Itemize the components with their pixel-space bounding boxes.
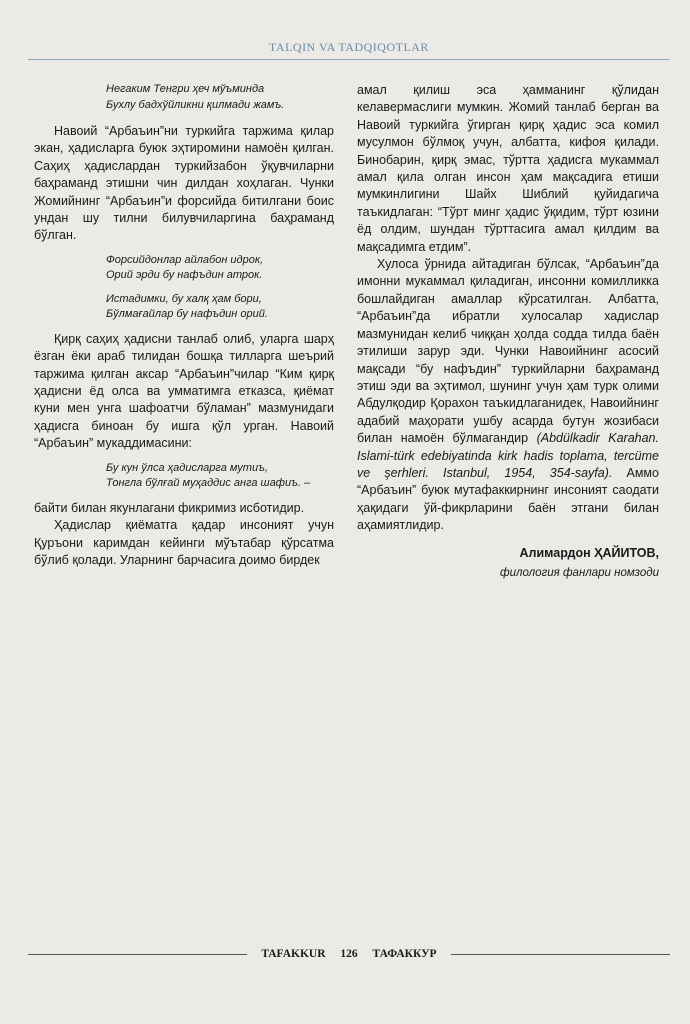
author-degree: филология фанлари номзоди <box>500 566 659 579</box>
verse-line: Бухлу бадхўйликни қилмади жамъ. <box>106 98 285 111</box>
verse-line: Бўлмағайлар бу нафъдин орий. <box>106 308 268 321</box>
running-footer <box>28 944 670 964</box>
verse-1 <box>106 82 334 113</box>
left-column <box>34 82 334 569</box>
citation: (Abdülkadir Karahan. Islami-türk edebiyatinda kirk hadis toplama, tercüme ve şerhleri. Istanbul, 1954, 354-sayfa). <box>357 431 659 480</box>
paragraph <box>357 256 659 535</box>
footer-rule-left <box>28 954 247 955</box>
journal-name-latin: TAFAKKUR <box>261 948 326 960</box>
paragraph-text: Аммо “Арбаъин” буюк мутафаккирнинг инсоният саодати ҳақидаги ўй-фикрларини баён этгани билан аҳамиятлидир. <box>357 465 659 533</box>
page-number: 126 <box>340 948 358 960</box>
verse-line: Форсийдонлар айлабон идрок, <box>106 253 264 266</box>
paragraph: Қирқ саҳиҳ ҳадисни танлаб олиб, уларга шарҳ ёзган ёки араб тилидан бошқа тилларга шеърий таржима қилган аксар “Арбаъин”чилар “Ким қирқ ҳадисни ёд олса ва умматимга етказса, қиёмат куни мен унга шафоатчи бўламан” мазмунидаги ҳадисга биноан бу ишга қўл урган. Навоий “Арбаъин” мукаддимасини: <box>34 331 334 451</box>
verse-2 <box>106 253 334 284</box>
section-title: TALQIN VA TADQIQOTLAR <box>269 40 429 54</box>
paragraph: байти билан якунлагани фикримиз исботидир. <box>34 500 305 515</box>
verse-line: Тонгла бўлғай муҳаддис анга шафиъ. – <box>106 477 311 490</box>
footer-rule-right <box>451 954 670 955</box>
signature <box>357 545 659 583</box>
paragraph: Ҳадислар қиёматга қадар инсоният учун Қуръони каримдан кейинги мўътабар қўрсатма бўлиб қолади. Уларнинг барчасига доимо бирдек <box>34 518 334 567</box>
paragraph-text: Хулоса ўрнида айтадиган бўлсак, “Арбаъин”да имонни мукаммал қиладиган, инсонни комилликка бошлайдиган амаллар кўрсатилган. Албатта, “Арбаъин”да ибратли хулосалар хадислар мазмунидан келиб чиққан ҳолда содда тилда баён этилиши зарур эди. Чунки Навоийнинг асосий мақсади “бу нафъдин” туркийларни баҳраманд этиш эди ва эҳтимол, шунинг учун ҳам турк олими Абдулқодир Қорахон таъкидлаганидек, Навоийнинг адабий маҳорати ушбу асарда бутун жозибаси билан намоён бўлмагандир <box>357 257 659 446</box>
journal-name-cyrillic: ТАФАККУР <box>372 948 437 960</box>
verse-line: Истадимки, бу халқ ҳам бори, <box>106 292 262 305</box>
running-header <box>28 40 670 60</box>
footer-text <box>247 948 450 960</box>
verse-4 <box>106 461 334 492</box>
paragraph: Навоий “Арбаъин”ни туркийга таржима қилар экан, ҳадисларга буюк эҳтиромини намоён қилган. Саҳиҳ ҳадислардан туркийзабон ўқувчиларни баҳраманд этишни чин дилдан хоҳлаган. Чунки Жомийнинг “Арбаъин”и форсийда битилгани боис ундан шу тилни билувчиларгина баҳраманд бўлган. <box>34 124 334 243</box>
verse-line: Негаким Тенгри ҳеч мўъминда <box>106 83 265 95</box>
verse-line: Орий эрди бу нафъдин атрок. <box>106 269 263 282</box>
paragraph: амал қилиш эса ҳамманинг қўлидан келавермаслиги мумкин. Жомий танлаб берган ва Навоий туркийга ўгирган қирқ ҳадис эса комил мусулмон бўлмоқ учун, албатта, кифоя қилади. Бинобарин, қирқ эмас, тўртта ҳадисга мукаммал амал қила олган инсон ҳам мақсадига етиши мумкинлигини Шайх Шиблий қуйидагича таъкидлаган: “Тўрт минг ҳадис ўқидим, тўрт юзини ёд олдим, шундан тўрттасига амал қилдим ва мақсадимга етдим”. <box>357 83 659 254</box>
verse-line: Бу кун ўлса ҳадисларга мутиъ, <box>106 461 268 474</box>
verse-3 <box>106 292 334 323</box>
header-rule <box>28 59 670 60</box>
author-name: Алимардон ҲАЙИТОВ, <box>519 545 659 560</box>
right-column <box>357 82 659 582</box>
